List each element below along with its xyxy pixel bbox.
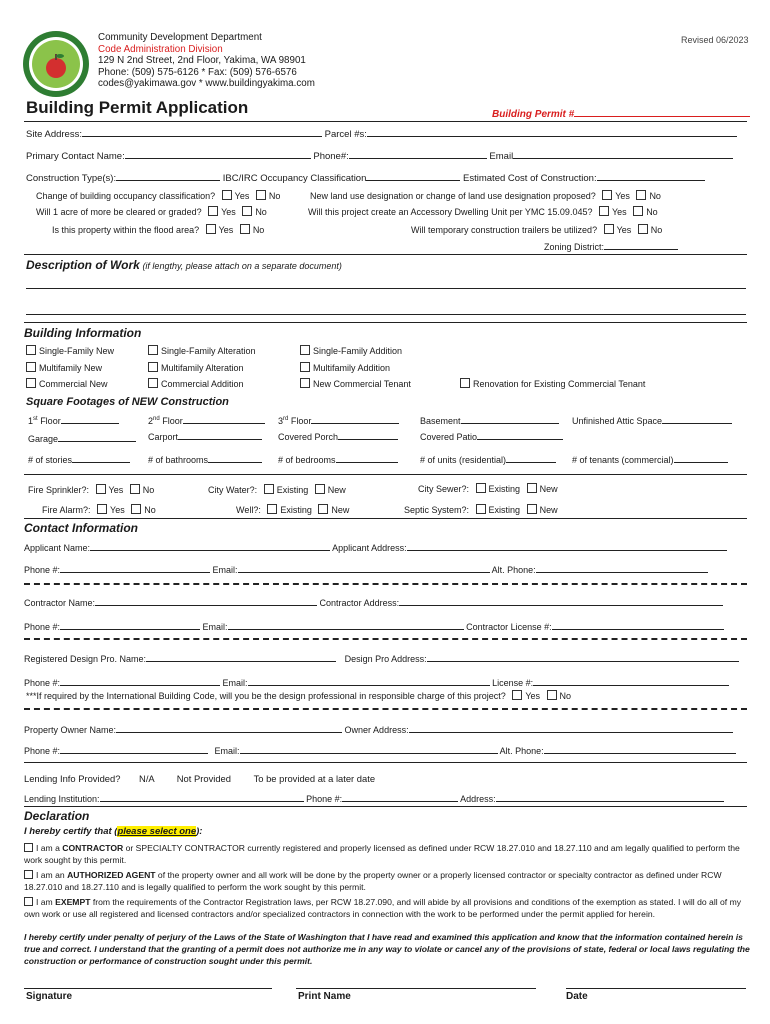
applicant-address-label: Applicant Address: [332, 543, 407, 553]
basement-label: Basement [420, 416, 461, 426]
parcel-label: Parcel #s: [324, 129, 367, 140]
zoning-label: Zoning District: [544, 242, 605, 252]
zoning-field[interactable] [604, 240, 678, 250]
declaration-option-exempt: I am EXEMPT from the requirements of the Contractor Registration laws, per RCW 18.27.090, and will abide by all provisions and conditions of the exemption as stated. I will do all of my own work or use all registered and licensed contractors and/or specialized contractors in connection with the work to be performed under the permit applied for herein. [24, 897, 742, 919]
checkbox-existing[interactable] [264, 484, 274, 494]
q-acre-cleared: Will 1 acre of more be cleared or graded? [36, 207, 202, 217]
primary-contact-field[interactable] [125, 149, 311, 159]
units-field[interactable] [506, 453, 556, 463]
lending-info-label: Lending Info Provided? [24, 773, 121, 784]
patio-field[interactable] [477, 430, 563, 440]
checkbox-sf-addition[interactable] [300, 345, 310, 355]
contractor-email-field[interactable] [228, 620, 464, 630]
city-sewer-label: City Sewer?: [418, 484, 470, 494]
checkbox-yes[interactable] [602, 190, 612, 200]
contractor-address-field[interactable] [399, 596, 723, 606]
checkbox-mf-alteration[interactable] [148, 362, 158, 372]
tenants-label: # of tenants (commercial) [572, 455, 674, 465]
owner-name-field[interactable] [116, 723, 342, 733]
design-pro-phone-label: Phone #: [24, 678, 61, 688]
contractor-phone-label: Phone #: [24, 622, 61, 632]
owner-address-field[interactable] [409, 723, 733, 733]
design-pro-address-field[interactable] [427, 652, 739, 662]
signature-line[interactable] [24, 988, 272, 989]
carport-field[interactable] [178, 430, 262, 440]
bathrooms-label: # of bathrooms [148, 455, 209, 465]
lending-not-provided-option[interactable]: Not Provided [176, 773, 231, 784]
contractor-name-field[interactable] [95, 596, 317, 606]
lending-address-field[interactable] [496, 792, 724, 802]
checkbox-new[interactable] [527, 483, 537, 493]
contractor-license-field[interactable] [552, 620, 724, 630]
checkbox-new[interactable] [318, 504, 328, 514]
design-pro-name-label: Registered Design Pro. Name: [24, 654, 147, 664]
owner-email-label: Email: [214, 746, 240, 756]
declaration-option-agent: I am an AUTHORIZED AGENT of the property owner and all work will be done by the property owner or a properly licensed contractor or specialty contractor as defined under RCW 18.27.010 and 18.27.110 and is legally qualified to perform the work sought by this permit. [24, 870, 722, 892]
permit-number-label: Building Permit # [492, 109, 575, 120]
q-adu: Will this project create an Accessory Dwelling Unit per YMC 15.09.045? [308, 207, 593, 217]
applicant-phone-field[interactable] [60, 563, 210, 573]
design-pro-phone-field[interactable] [60, 676, 220, 686]
cost-label: Estimated Cost of Construction: [463, 173, 597, 184]
fire-sprinkler-label: Fire Sprinkler?: [28, 485, 90, 495]
lending-address-label: Address: [460, 794, 496, 804]
checkbox-yes[interactable] [222, 190, 232, 200]
q-flood-area: Is this property within the flood area? [52, 225, 200, 235]
ibc-design-question: ***If required by the International Building Code, will you be the design professional in responsible charge of this project? [26, 691, 506, 701]
stories-label: # of stories [28, 455, 73, 465]
checkbox-commercial-addition[interactable] [148, 378, 158, 388]
checkbox-commercial-new[interactable] [26, 378, 36, 388]
print-name-line[interactable] [296, 988, 536, 989]
porch-label: Covered Porch [278, 432, 339, 442]
checkbox-yes[interactable] [96, 484, 106, 494]
septic-label: Septic System?: [404, 505, 470, 515]
checkbox-yes[interactable] [512, 690, 522, 700]
parcel-field[interactable] [367, 127, 737, 137]
floor3-label: 3rd Floor [278, 416, 312, 426]
owner-alt-phone-field[interactable] [544, 744, 736, 754]
description-line-2[interactable] [26, 314, 746, 315]
units-label: # of units (residential) [420, 455, 507, 465]
checkbox-yes[interactable] [599, 206, 609, 216]
q-land-use: New land use designation or change of land use designation proposed? [310, 191, 596, 201]
checkbox-existing[interactable] [476, 483, 486, 493]
applicant-alt-phone-label: Alt. Phone: [491, 565, 536, 575]
checkbox-no[interactable] [256, 190, 266, 200]
signature-label: Signature [26, 991, 73, 1002]
sqft-title: Square Footages of NEW Construction [26, 396, 229, 408]
checkbox-no[interactable] [130, 484, 140, 494]
building-info-title: Building Information [24, 326, 142, 340]
stories-field[interactable] [72, 453, 130, 463]
owner-phone-label: Phone #: [24, 746, 61, 756]
checkbox-new[interactable] [315, 484, 325, 494]
print-name-label: Print Name [298, 991, 351, 1002]
contractor-email-label: Email: [202, 622, 228, 632]
basement-field[interactable] [461, 414, 559, 424]
applicant-name-label: Applicant Name: [24, 543, 91, 553]
bedrooms-label: # of bedrooms [278, 455, 336, 465]
lending-institution-label: Lending Institution: [24, 794, 100, 804]
primary-contact-label: Primary Contact Name: [26, 151, 125, 162]
applicant-email-label: Email: [212, 565, 238, 575]
floor3-field[interactable] [311, 414, 399, 424]
checkbox-no[interactable] [638, 224, 648, 234]
owner-alt-phone-label: Alt. Phone: [499, 746, 544, 756]
primary-phone-label: Phone#: [313, 151, 349, 162]
fire-alarm-label: Fire Alarm?: [42, 505, 91, 515]
well-label: Well?: [236, 505, 261, 515]
checkbox-mf-new[interactable] [26, 362, 36, 372]
select-one-highlight: please select one [117, 826, 197, 837]
division-name: Code Administration Division [98, 43, 223, 55]
checkbox-yes[interactable] [604, 224, 614, 234]
attic-field[interactable] [662, 414, 732, 424]
checkbox-no[interactable] [240, 224, 250, 234]
checkbox-authorized-agent[interactable] [24, 870, 33, 879]
checkbox-existing[interactable] [267, 504, 277, 514]
declaration-option-contractor: I am a CONTRACTOR or SPECIALTY CONTRACTOR currently registered and properly licensed as defined under RCW 18.27.010 and 18.27.110 and am legally qualified to perform the work sought by this permit. [24, 843, 740, 865]
tenants-field[interactable] [674, 453, 728, 463]
applicant-address-field[interactable] [407, 541, 727, 551]
permit-number-field[interactable] [574, 107, 750, 117]
contractor-phone-field[interactable] [60, 620, 200, 630]
porch-field[interactable] [338, 430, 398, 440]
checkbox-mf-addition[interactable] [300, 362, 310, 372]
date-line[interactable] [566, 988, 746, 989]
site-address-field[interactable] [82, 127, 322, 137]
checkbox-yes[interactable] [206, 224, 216, 234]
lending-phone-label: Phone #: [306, 794, 343, 804]
city-seal-logo [22, 30, 90, 98]
lending-phone-field[interactable] [342, 792, 458, 802]
patio-label: Covered Patio [420, 432, 478, 442]
contractor-license-label: Contractor License #: [466, 622, 552, 632]
lending-institution-field[interactable] [100, 792, 304, 802]
attic-label: Unfinished Attic Space [572, 416, 663, 426]
contact-title: Contact Information [24, 521, 138, 535]
checkbox-no[interactable] [131, 504, 141, 514]
checkbox-contractor[interactable] [24, 843, 33, 852]
page-title: Building Permit Application [26, 98, 249, 117]
description-note: (if lengthy, please attach on a separate document) [142, 261, 342, 271]
primary-email-label: Email [489, 151, 514, 162]
checkbox-renovation-tenant[interactable] [460, 378, 470, 388]
applicant-name-field[interactable] [90, 541, 330, 551]
cost-field[interactable] [597, 171, 705, 181]
construction-type-label: Construction Type(s): [26, 173, 117, 184]
primary-email-field[interactable] [513, 149, 733, 159]
floor1-label: 1st Floor [28, 416, 61, 426]
q-change-occupancy: Change of building occupancy classification? [36, 191, 216, 201]
description-title: Description of Work [26, 258, 140, 272]
contractor-address-label: Contractor Address: [319, 598, 400, 608]
design-pro-license-label: License #: [492, 678, 534, 688]
checkbox-yes[interactable] [97, 504, 107, 514]
checkbox-new-commercial-tenant[interactable] [300, 378, 310, 388]
garage-field[interactable] [58, 432, 136, 442]
design-pro-license-field[interactable] [533, 676, 729, 686]
occupancy-field[interactable] [366, 171, 460, 181]
checkbox-new[interactable] [527, 504, 537, 514]
lending-later-option[interactable]: To be provided at a later date [253, 773, 376, 784]
checkbox-no[interactable] [242, 206, 252, 216]
applicant-alt-phone-field[interactable] [536, 563, 708, 573]
checkbox-sf-alteration[interactable] [148, 345, 158, 355]
lending-na-option[interactable]: N/A [139, 773, 155, 784]
department-name: Community Development Department [98, 32, 262, 43]
checkbox-no[interactable] [633, 206, 643, 216]
owner-email-field[interactable] [240, 744, 498, 754]
bathrooms-field[interactable] [208, 453, 262, 463]
checkbox-exempt[interactable] [24, 897, 33, 906]
penalty-statement: I hereby certify under penalty of perjury of the Laws of the State of Washington that I have read and examined this application and know that the information contained herein is true and correct. I understand that the granting of a permit does not authorize me in any way to violate or cancel any of the provisions of state, federal or local laws regulating the construction or performance of construction sought under this permit. [24, 932, 750, 966]
garage-label: Garage [28, 434, 59, 444]
floor2-label: 2nd Floor [148, 416, 183, 426]
design-pro-name-field[interactable] [146, 652, 336, 662]
occupancy-label: IBC/IRC Occupancy Classification [222, 173, 367, 184]
owner-address-label: Owner Address: [344, 725, 409, 735]
office-address: 129 N 2nd Street, 2nd Floor, Yakima, WA 98901 [98, 55, 306, 67]
revised-date: Revised 06/2023 [681, 35, 749, 45]
owner-phone-field[interactable] [60, 744, 208, 754]
checkbox-sf-new[interactable] [26, 345, 36, 355]
office-email-web: codes@yakimawa.gov * www.buildingyakima.com [98, 78, 315, 90]
site-address-label: Site Address: [26, 129, 82, 140]
office-phone-fax: Phone: (509) 575-6126 * Fax: (509) 576-6576 [98, 66, 297, 78]
declaration-title: Declaration [24, 809, 90, 823]
design-pro-email-label: Email: [222, 678, 248, 688]
q-trailers: Will temporary construction trailers be utilized? [411, 225, 598, 235]
construction-type-field[interactable] [116, 171, 220, 181]
date-label: Date [566, 991, 588, 1002]
applicant-phone-label: Phone #: [24, 565, 61, 575]
checkbox-existing[interactable] [476, 504, 486, 514]
city-water-label: City Water?: [208, 485, 258, 495]
floor1-field[interactable] [61, 414, 119, 424]
owner-name-label: Property Owner Name: [24, 725, 117, 735]
bedrooms-field[interactable] [336, 453, 398, 463]
design-pro-address-label: Design Pro Address: [344, 654, 427, 664]
checkbox-no[interactable] [547, 690, 557, 700]
checkbox-no[interactable] [636, 190, 646, 200]
floor2-field[interactable] [183, 414, 265, 424]
carport-label: Carport [148, 432, 179, 442]
design-pro-email-field[interactable] [248, 676, 490, 686]
contractor-name-label: Contractor Name: [24, 598, 96, 608]
description-line-1[interactable] [26, 288, 746, 289]
primary-phone-field[interactable] [349, 149, 487, 159]
checkbox-yes[interactable] [208, 206, 218, 216]
applicant-email-field[interactable] [238, 563, 490, 573]
